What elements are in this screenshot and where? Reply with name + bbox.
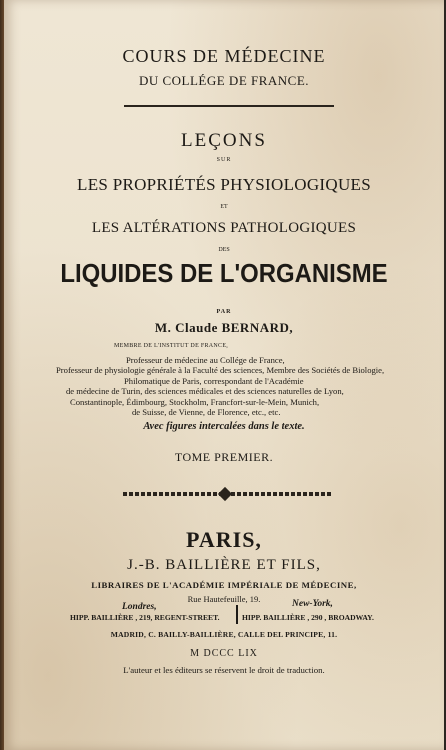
author-membership: MEMBRE DE L'INSTITUT DE FRANCE,: [114, 343, 229, 349]
credential-line: de médecine de Turin, des sciences médicales et des sciences naturelles de Lyon,: [66, 386, 344, 397]
course-subtitle: DU COLLÉGE DE FRANCE.: [138, 73, 310, 88]
credential-line: de Suisse, de Vienne, de Florence, etc., etc.: [132, 407, 281, 418]
madrid-address: MADRID, C. BAILLY-BAILLIÈRE, CALLE DEL PRINCIPE, 11.: [110, 630, 338, 639]
et-word: ET: [220, 204, 228, 210]
alterations-heading: LES ALTÉRATIONS PATHOLOGIQUES: [91, 220, 357, 236]
volume-label: TOME PREMIER.: [174, 450, 274, 464]
credential-line: Philomatique de Paris, correspondant de l'Académie: [124, 375, 304, 386]
publisher-name: J.-B. BAILLIÈRE ET FILS,: [127, 557, 321, 573]
author-credentials: [4, 355, 444, 417]
publication-year: M DCCC LIX: [190, 648, 258, 659]
author-name: M. Claude BERNARD,: [154, 320, 294, 335]
des-word: DES: [218, 247, 230, 253]
rights-notice: L'auteur et les éditeurs se réservent le droit de traduction.: [123, 665, 325, 675]
address-divider: [236, 605, 238, 624]
publisher-role: LIBRAIRES DE L'ACADÉMIE IMPÉRIALE DE MÉDECINE,: [91, 580, 357, 590]
publisher-address: Rue Hautefeuille, 19.: [187, 594, 261, 604]
publication-city: PARIS,: [186, 527, 262, 552]
figures-note: Avec figures intercalées dans le texte.: [143, 421, 305, 432]
credential-line: Constantinople, Édimbourg, Stockholm, Francfort-sur-le-Mein, Munich,: [70, 396, 320, 407]
newyork-address: HIPP. BAILLIÈRE , 290 , BROADWAY.: [242, 613, 374, 622]
title-page: [4, 0, 444, 750]
credential-line: Professeur de physiologie générale à la Faculté des sciences, Membre des Sociétés de Biologie,: [56, 365, 385, 376]
par-word: PAR: [216, 309, 232, 315]
sur-word: SUR: [216, 157, 232, 163]
ornamental-rule: [123, 492, 333, 496]
london-label: Londres,: [122, 602, 157, 612]
london-address: HIPP. BAILLIÈRE , 219, REGENT-STREET.: [70, 613, 220, 622]
proprietes-heading: LES PROPRIÉTÉS PHYSIOLOGIQUES: [77, 175, 371, 194]
course-title: COURS DE MÉDECINE: [122, 46, 326, 66]
top-rule: [124, 105, 334, 107]
credential-line: Professeur de médecine au Collége de France,: [126, 355, 285, 365]
lecons-heading: LEÇONS: [181, 130, 267, 151]
newyork-label: New-York,: [292, 599, 333, 609]
main-title: LIQUIDES DE L'ORGANISME: [60, 258, 388, 288]
